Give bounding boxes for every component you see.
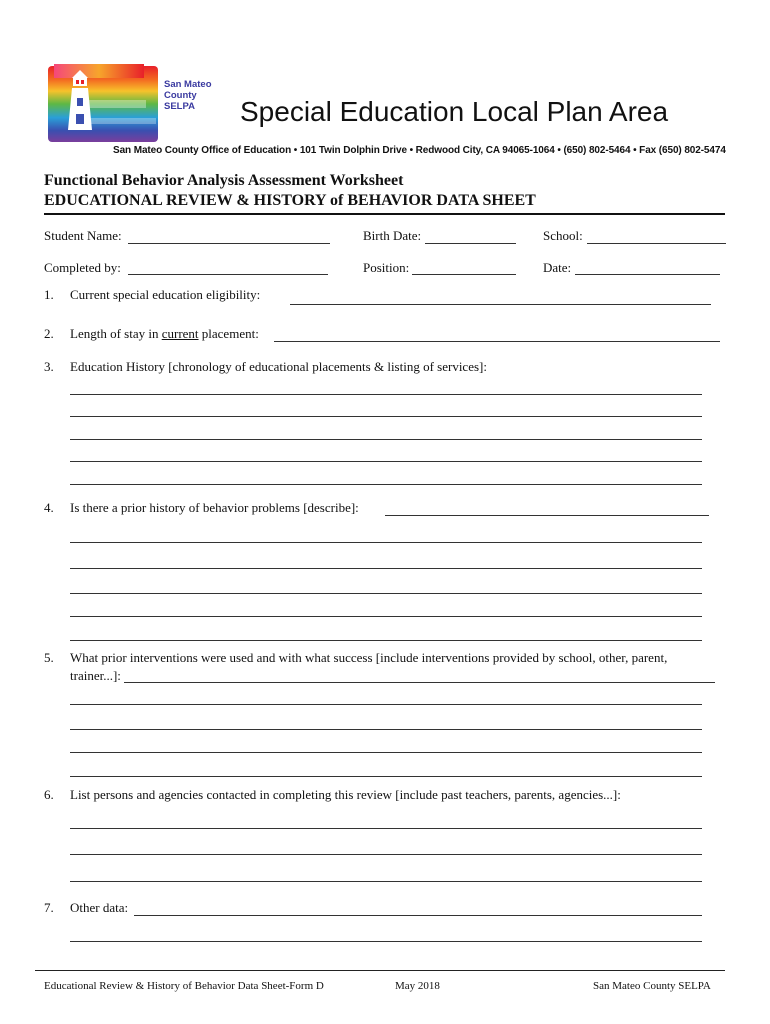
office-address: San Mateo County Office of Education • 101 Twin Dolphin Drive • Redwood City, CA 94065-1064 • (650) 802-5464 • Fax (650) 802-5474 bbox=[113, 145, 726, 156]
page-title: Special Education Local Plan Area bbox=[240, 96, 669, 127]
completed-by-label: Completed by: bbox=[44, 260, 121, 275]
student-name-label: Student Name: bbox=[44, 228, 122, 243]
prior-history-line[interactable] bbox=[70, 640, 702, 641]
question-text-underlined: current bbox=[161, 326, 199, 341]
question-number: 6. bbox=[44, 787, 54, 802]
prior-history-field[interactable] bbox=[385, 515, 709, 516]
question-prior-interventions-cont: trainer...]: bbox=[70, 668, 121, 683]
question-persons-contacted: List persons and agencies contacted in completing this review [include past teachers, parents, agencies...]: bbox=[70, 787, 621, 802]
question-number: 1. bbox=[44, 287, 54, 302]
prior-history-line[interactable] bbox=[70, 616, 702, 617]
question-other-data: Other data: bbox=[70, 900, 129, 915]
logo-text bbox=[164, 79, 212, 112]
other-data-line[interactable] bbox=[70, 941, 702, 942]
other-data-field[interactable] bbox=[134, 915, 702, 916]
date-field[interactable] bbox=[575, 274, 720, 275]
logo-line: San Mateo bbox=[164, 79, 212, 90]
question-text: placement: bbox=[198, 326, 259, 341]
education-history-line[interactable] bbox=[70, 484, 702, 485]
position-field[interactable] bbox=[412, 274, 516, 275]
eligibility-field[interactable] bbox=[290, 304, 711, 305]
footer-divider bbox=[35, 970, 725, 971]
question-prior-interventions: What prior interventions were used and with what success [include interventions provided by school, other, parent, bbox=[70, 650, 668, 665]
question-eligibility: Current special education eligibility: bbox=[70, 287, 261, 302]
prior-interventions-line[interactable] bbox=[70, 704, 702, 705]
prior-history-line[interactable] bbox=[70, 542, 702, 543]
prior-interventions-line[interactable] bbox=[70, 752, 702, 753]
prior-history-line[interactable] bbox=[70, 568, 702, 569]
school-label: School: bbox=[543, 228, 583, 243]
question-length-of-stay bbox=[70, 326, 259, 342]
footer-organization: San Mateo County SELPA bbox=[593, 980, 711, 992]
date-label: Date: bbox=[543, 260, 572, 275]
birth-date-field[interactable] bbox=[425, 243, 516, 244]
prior-history-line[interactable] bbox=[70, 593, 702, 594]
worksheet-subheading: EDUCATIONAL REVIEW & HISTORY of BEHAVIOR DATA SHEET bbox=[44, 192, 536, 209]
education-history-line[interactable] bbox=[70, 461, 702, 462]
position-label: Position: bbox=[363, 260, 410, 275]
birth-date-label: Birth Date: bbox=[363, 228, 422, 243]
question-number: 2. bbox=[44, 326, 54, 341]
worksheet-heading: Functional Behavior Analysis Assessment Worksheet bbox=[44, 172, 404, 189]
prior-interventions-line[interactable] bbox=[70, 729, 702, 730]
question-number: 7. bbox=[44, 900, 54, 915]
persons-contacted-line[interactable] bbox=[70, 828, 702, 829]
education-history-line[interactable] bbox=[70, 439, 702, 440]
heading-divider bbox=[44, 213, 725, 215]
question-text: Length of stay in bbox=[70, 326, 162, 341]
question-number: 4. bbox=[44, 500, 54, 515]
logo-line: County bbox=[164, 90, 197, 101]
completed-by-field[interactable] bbox=[128, 274, 328, 275]
logo-line: SELPA bbox=[164, 101, 195, 112]
prior-interventions-field[interactable] bbox=[124, 682, 715, 683]
education-history-line[interactable] bbox=[70, 394, 702, 395]
student-name-field[interactable] bbox=[128, 243, 330, 244]
footer-date: May 2018 bbox=[395, 980, 440, 992]
length-of-stay-field[interactable] bbox=[274, 341, 720, 342]
school-field[interactable] bbox=[587, 243, 726, 244]
persons-contacted-line[interactable] bbox=[70, 854, 702, 855]
persons-contacted-line[interactable] bbox=[70, 881, 702, 882]
question-education-history: Education History [chronology of educational placements & listing of services]: bbox=[70, 359, 487, 374]
footer-form-name: Educational Review & History of Behavior Data Sheet-Form D bbox=[44, 980, 324, 992]
question-prior-history: Is there a prior history of behavior problems [describe]: bbox=[70, 500, 359, 515]
question-number: 5. bbox=[44, 650, 54, 665]
question-number: 3. bbox=[44, 359, 54, 374]
prior-interventions-line[interactable] bbox=[70, 776, 702, 777]
education-history-line[interactable] bbox=[70, 416, 702, 417]
